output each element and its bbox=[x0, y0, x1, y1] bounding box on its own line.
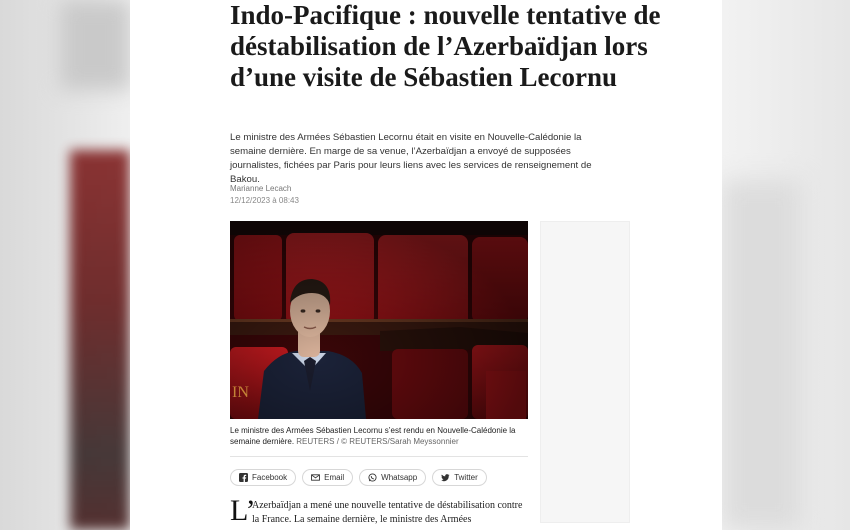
background-blur-left bbox=[0, 0, 130, 530]
background-smudge bbox=[722, 180, 802, 530]
facebook-icon bbox=[239, 473, 248, 482]
photo-caption bbox=[230, 425, 528, 447]
share-label: Twitter bbox=[454, 473, 478, 482]
article-photo bbox=[230, 221, 528, 419]
caption-text: Le ministre des Armées Sébastien Lecornu s’est rendu en Nouvelle-Calédonie la semaine dernière. bbox=[230, 426, 516, 446]
divider bbox=[230, 456, 528, 457]
photo-overlay-text: IN bbox=[232, 384, 249, 401]
article-author[interactable]: Marianne Lecach bbox=[230, 184, 292, 193]
photo-illustration bbox=[230, 221, 528, 419]
article-page bbox=[130, 0, 722, 530]
article-date: 12/12/2023 à 08:43 bbox=[230, 196, 299, 205]
email-icon bbox=[311, 473, 320, 482]
share-facebook-button[interactable] bbox=[230, 469, 296, 486]
background-blur-right bbox=[722, 0, 850, 530]
article-headline: Indo-Pacifique : nouvelle tentative de déstabilisation de l’Azerbaïdjan lors d’une visite de Sébastien Lecornu bbox=[230, 0, 661, 92]
share-email-button[interactable] bbox=[302, 469, 353, 486]
ad-slot bbox=[540, 221, 630, 523]
share-whatsapp-button[interactable] bbox=[359, 469, 426, 486]
background-smudge bbox=[60, 0, 130, 90]
article-body: Azerbaïdjan a mené une nouvelle tentative de déstabilisation contre la France. La semaine dernière, le ministre des Armées bbox=[252, 500, 523, 525]
article-standfirst: Le ministre des Armées Sébastien Lecornu était en visite en Nouvelle-Calédonie la semaine dernière. En marge de sa venue, l’Azerbaïdjan a envoyé de supposées journalistes, fichées par Paris pour leurs liens avec les services de renseignement de Bakou. bbox=[230, 132, 592, 185]
background-smudge bbox=[70, 150, 130, 530]
share-label: Email bbox=[324, 473, 345, 482]
article-dropcap: L’ bbox=[230, 494, 256, 527]
caption-credit: REUTERS / © REUTERS/Sarah Meyssonnier bbox=[296, 437, 459, 446]
share-bar bbox=[230, 469, 487, 486]
whatsapp-icon bbox=[368, 473, 377, 482]
share-label: Facebook bbox=[252, 473, 288, 482]
share-twitter-button[interactable] bbox=[432, 469, 487, 486]
share-label: Whatsapp bbox=[381, 473, 418, 482]
twitter-icon bbox=[441, 473, 450, 482]
